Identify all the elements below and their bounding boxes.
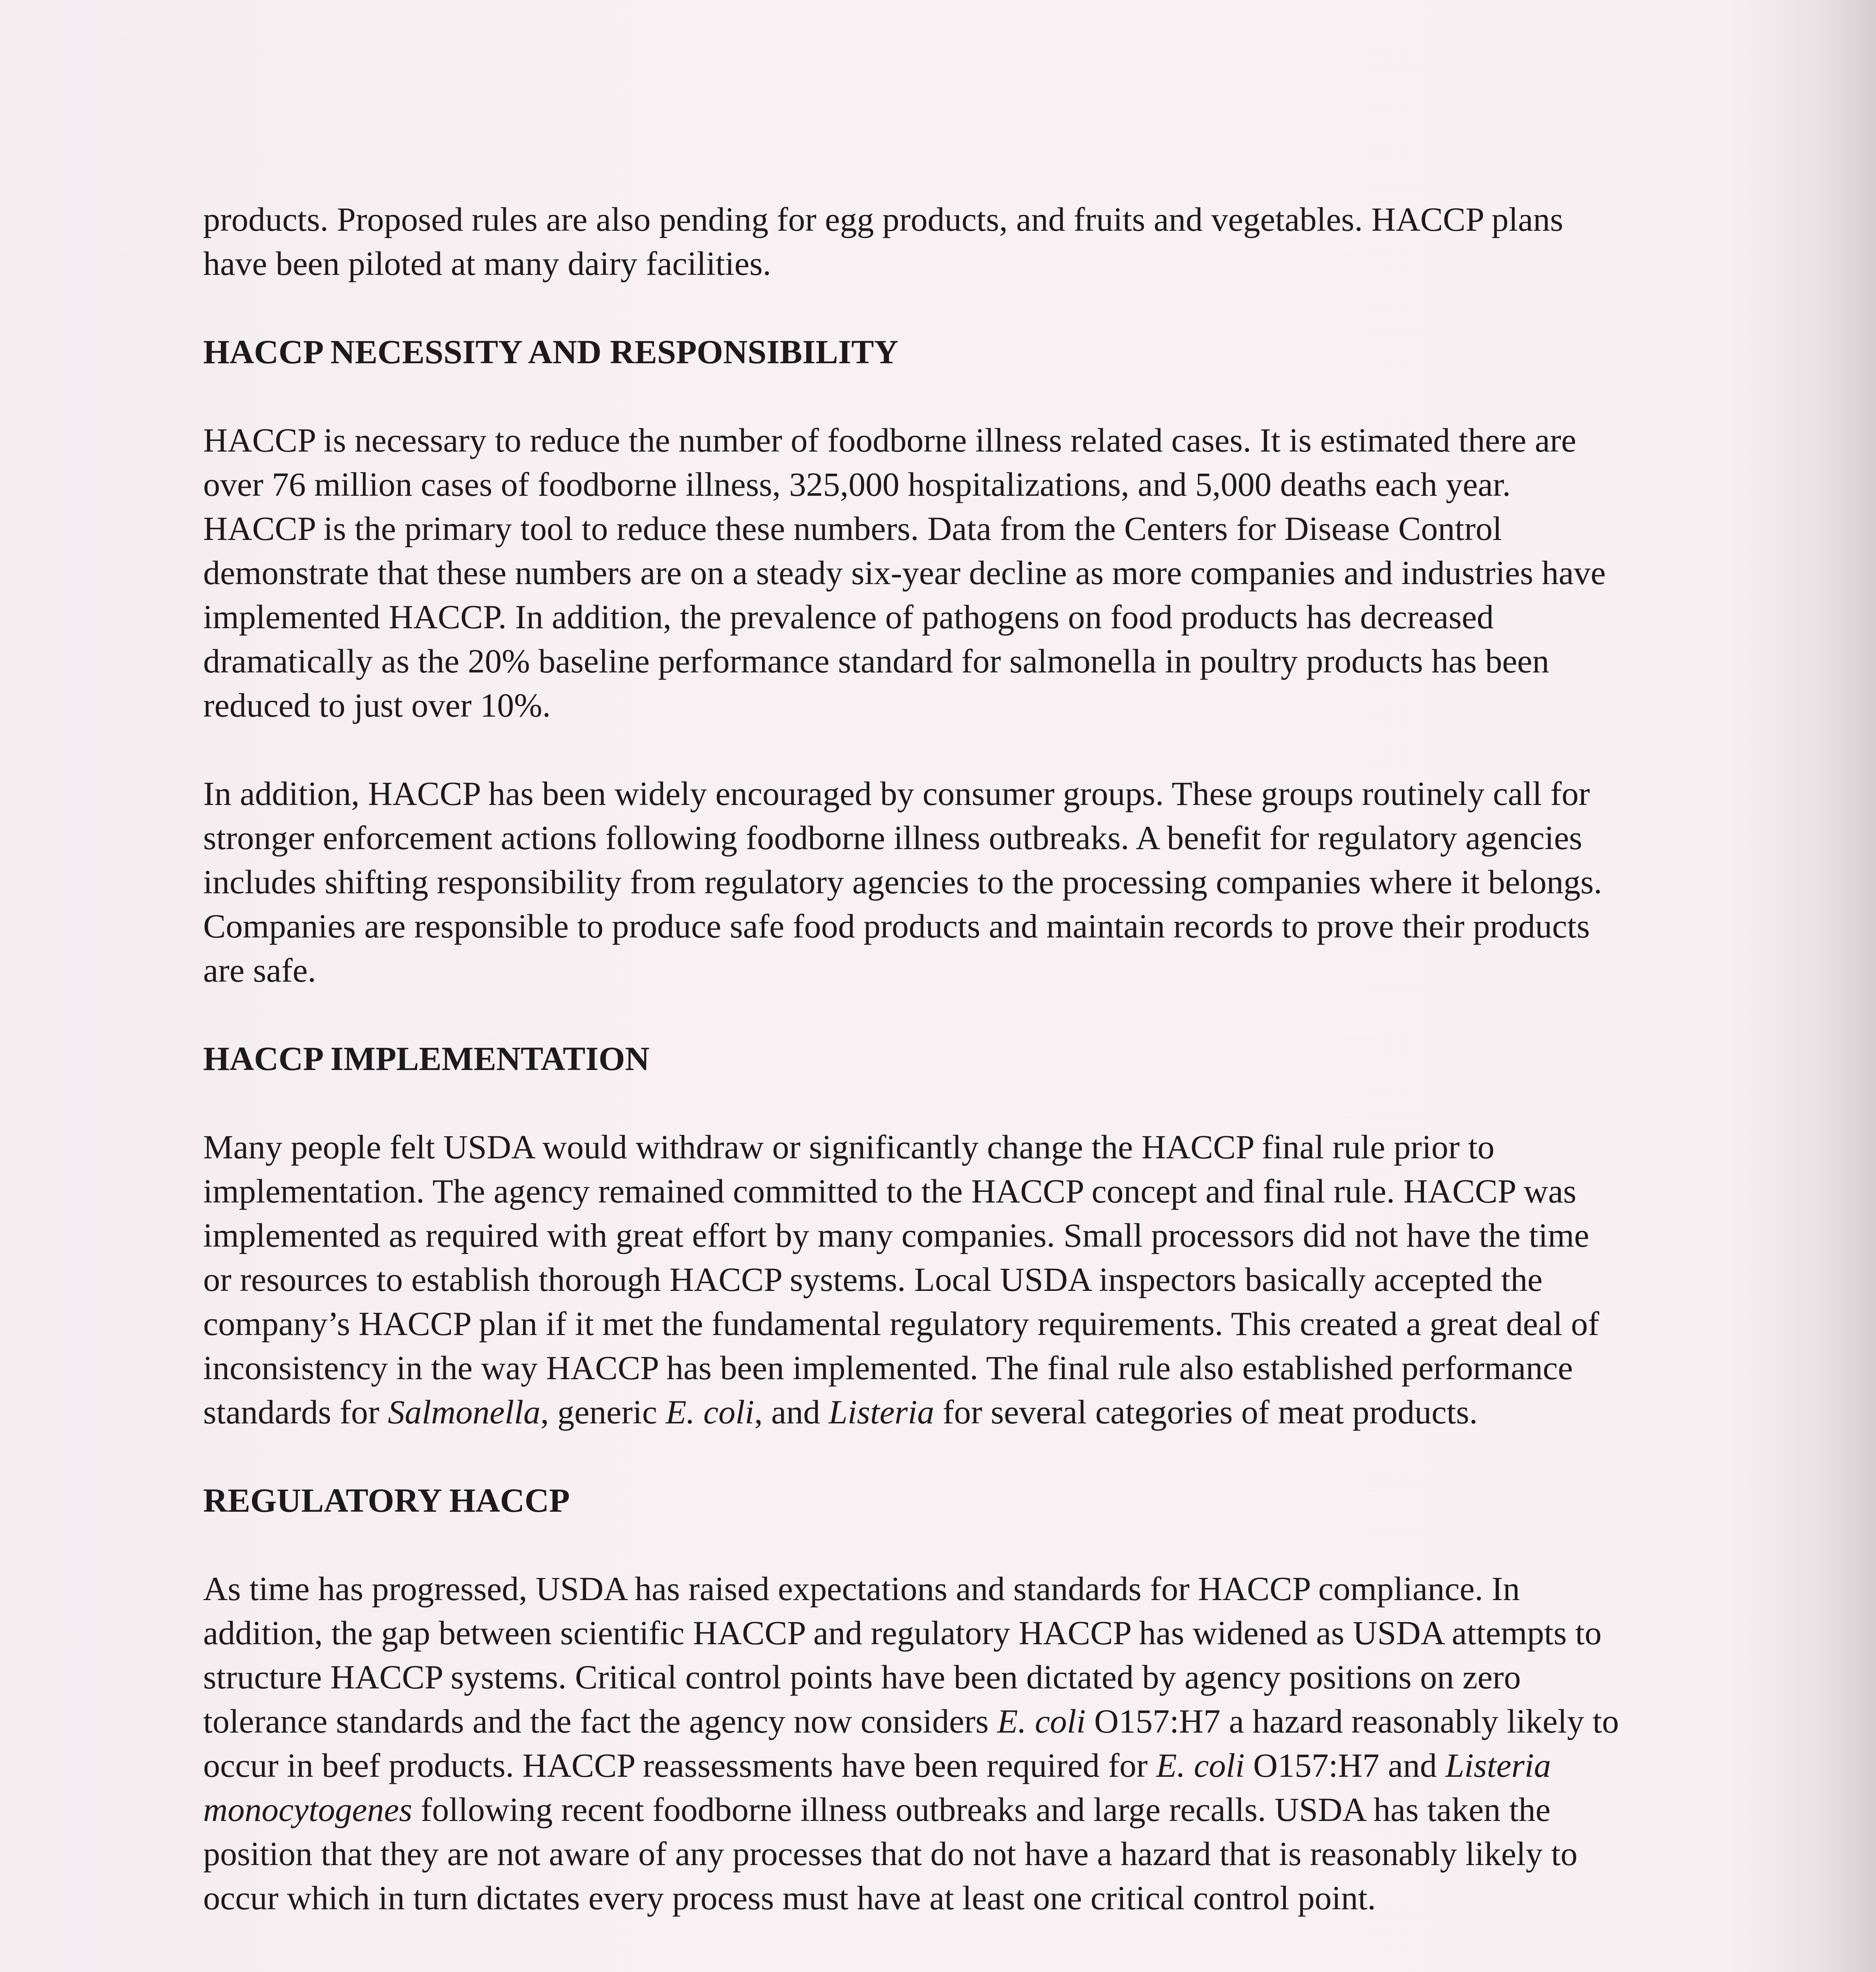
term-e-coli: E. coli	[1156, 1746, 1245, 1784]
heading-regulatory: REGULATORY HACCP	[203, 1481, 570, 1519]
term-listeria-monocytogenes: Listeria monocytogenes	[203, 1746, 1551, 1828]
spacer	[203, 1434, 1623, 1478]
necessity-paragraph-2: In addition, HACCP has been widely encouraged by consumer groups. These groups routinely call for stronger enforcement actions following foodborne illness outbreaks. A benefit for regulatory agencies includes shifting responsibility from regulatory agencies to the processing companies where it belongs. Companies are responsible to produce safe food products and maintain records to prove their products are safe.	[203, 775, 1602, 989]
implementation-paragraph	[203, 1125, 1623, 1434]
intro-paragraph: products. Proposed rules are also pending for egg products, and fruits and vegetables. HACCP plans have been piloted at many dairy facilities.	[203, 200, 1564, 282]
spacer	[203, 286, 1623, 330]
term-salmonella: Salmonella	[388, 1393, 541, 1431]
text-run: O157:H7 a hazard reasonably likely to occur in beef products. HACCP reassessments have been required for	[203, 1702, 1619, 1784]
spacer	[203, 374, 1623, 418]
text-run: following recent foodborne illness outbreaks and large recalls. USDA has taken the position that they are not aware of any processes that do not have a hazard that is reasonably likely to occur which in turn dictates every process must have at least one critical control point.	[203, 1791, 1578, 1917]
spacer	[203, 1081, 1623, 1125]
spacer	[203, 727, 1623, 771]
text-run: , and	[754, 1393, 829, 1431]
heading-implementation: HACCP IMPLEMENTATION	[203, 1040, 650, 1078]
text-run: As time has progressed, USDA has raised expectations and standards for HACCP compliance. In addition, the gap between scientific HACCP and regulatory HACCP has widened as USDA attempts to structure HACCP systems. Critical control points have been dictated by agency positions on zero tolerance standards and the fact the agency now considers	[203, 1570, 1602, 1740]
heading-necessity: HACCP NECESSITY AND RESPONSIBILITY	[203, 333, 899, 371]
text-run: O157:H7 and	[1244, 1746, 1446, 1784]
necessity-paragraph-1: HACCP is necessary to reduce the number of foodborne illness related cases. It is estimated there are over 76 million cases of foodborne illness, 325,000 hospitalizations, and 5,000 deaths each year. HACCP is the primary tool to reduce these numbers. Data from the Centers for Disease Control demonstrate that these numbers are on a steady six-year decline as more companies and industries have implemented HACCP. In addition, the prevalence of pathogens on food products has decreased dramatically as the 20% baseline performance standard for salmonella in poultry products has been reduced to just over 10%.	[203, 421, 1606, 724]
text-run: for several categories of meat products.	[934, 1393, 1478, 1431]
spacer	[203, 992, 1623, 1036]
page-content	[203, 197, 1623, 1920]
term-e-coli: E. coli	[665, 1393, 755, 1431]
term-listeria: Listeria	[828, 1393, 934, 1431]
spacer	[203, 1522, 1623, 1567]
text-run: Many people felt USDA would withdraw or significantly change the HACCP final rule prior to implementation. The agency remained committed to the HACCP concept and final rule. HACCP was implemented as required with great effort by many companies. Small processors did not have the time or resources to establish thorough HACCP systems. Local USDA inspectors basically accepted the company’s HACCP plan if it met the fundamental regulatory requirements. This created a great deal of inconsistency in the way HACCP has been implemented. The final rule also established performance standards for	[203, 1128, 1599, 1431]
text-run: , generic	[540, 1393, 666, 1431]
term-e-coli: E. coli	[997, 1702, 1086, 1740]
regulatory-paragraph	[203, 1567, 1623, 1920]
